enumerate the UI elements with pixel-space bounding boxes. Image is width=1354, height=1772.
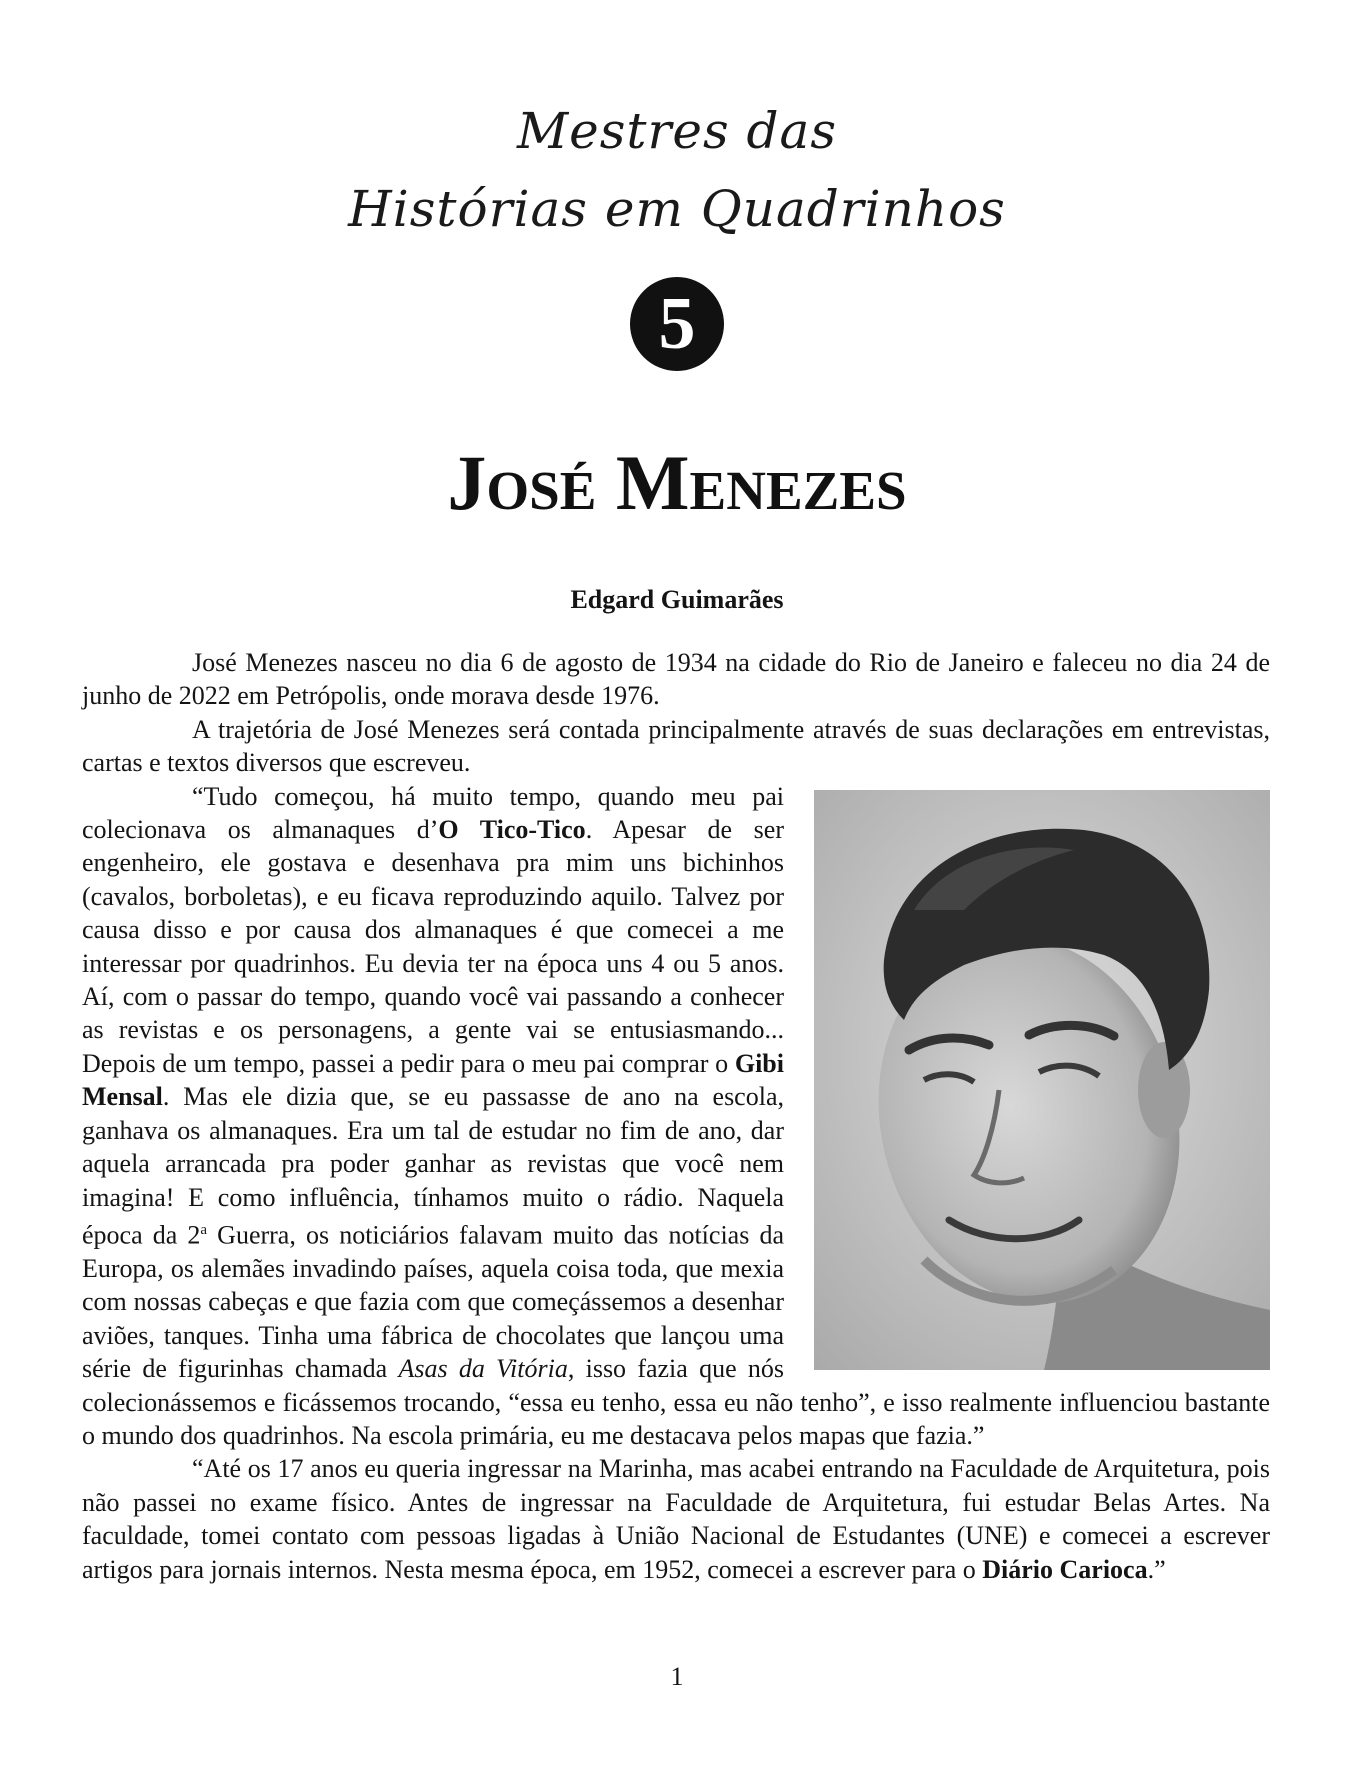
magazine-title-gibi-mensal: Gibi Mensal	[82, 1048, 784, 1112]
paragraph-4-text-1: “Até os 17 anos eu queria ingressar na Marinha, mas acabei entrando na Faculdade de Arquitetura, pois não passei no exame físico. Antes de ingressar na Faculdade de Arquitetura, fui estudar Belas Artes. Na faculdade, tomei contato com pessoas ligadas à União Nacional de Estudantes (UNE) e comecei a escrever artigos para jornais internos. Nesta mesma época, em 1952, comecei a escrever para o	[82, 1454, 1270, 1584]
article-body	[82, 646, 1270, 1586]
paragraph-3-text-4: Guerra, os noticiários falavam muito das notícias da Europa, os alemães invadindo países, aquela coisa toda, que mexia com nossas cabeças e que fazia com que começássemos a desenhar aviões, tanques. Tinha uma fábrica de chocolates que lançou uma série de figurinhas chamada	[82, 1220, 784, 1384]
paragraph-3-text-3: . Mas ele dizia que, se eu passasse de ano na escola, ganhava os almanaques. Era um tal de estudar no fim de ano, dar aquela arrancada pra poder ganhar as revistas que você nem imagina! E como influência, tínhamos muito o rádio. Naquela época da 2	[82, 1082, 784, 1250]
portrait-image	[814, 790, 1270, 1370]
series-title-asas-da-vitoria: Asas da Vitória	[398, 1354, 568, 1384]
issue-number-badge: 5	[630, 277, 724, 371]
paragraph-4	[82, 1452, 1270, 1586]
magazine-title-o-tico-tico: O Tico-Tico	[438, 815, 586, 845]
newspaper-title-diario-carioca: Diário Carioca	[982, 1554, 1148, 1584]
paragraph-3-text-5: , isso fazia que nós colecionássemos e ficássemos trocando, “essa eu tenho, essa eu não tenho”, e isso realmente influenciou bastante o mundo dos quadrinhos. Na escola primária, eu me destacava pelos mapas que fazia.”	[82, 1354, 1270, 1450]
page-number: 1	[670, 1662, 684, 1691]
paragraph-3-text-1: “Tudo começou, há muito tempo, quando meu pai colecionava os almanaques d’	[82, 781, 784, 845]
paragraph-1: José Menezes nasceu no dia 6 de agosto de 1934 na cidade do Rio de Janeiro e faleceu no dia 24 de junho de 2022 em Petrópolis, onde morava desde 1976.	[82, 648, 1270, 711]
series-title-line-2: Histórias em Quadrinhos	[348, 180, 1006, 238]
paragraph-3-text-2: . Apesar de ser engenheiro, ele gostava e desenhava pra mim uns bichinhos (cavalos, borboletas), e eu ficava reproduzindo aquilo. Talvez por causa disso e por causa dos almanaques é que comecei a me interessar por quadrinhos. Eu devia ter na época uns 4 ou 5 anos. Aí, com o passar do tempo, quando você vai passando a conhecer as revistas e os personagens, a gente vai se entusiasmando... Depois de um tempo, passei a pedir para o meu pai comprar o	[82, 815, 784, 1078]
series-title	[0, 92, 1354, 248]
series-title-line-1: Mestres das	[516, 102, 838, 160]
article-author: Edgard Guimarães	[570, 585, 784, 614]
ordinal-superscript: a	[200, 1221, 208, 1238]
paragraph-4-text-2: .”	[1147, 1554, 1166, 1584]
paragraph-2: A trajetória de José Menezes será contada principalmente através de suas declarações em entrevistas, cartas e textos diversos que escreveu.	[82, 714, 1270, 778]
article-title: José Menezes	[447, 439, 907, 526]
portrait-photo	[814, 790, 1270, 1370]
